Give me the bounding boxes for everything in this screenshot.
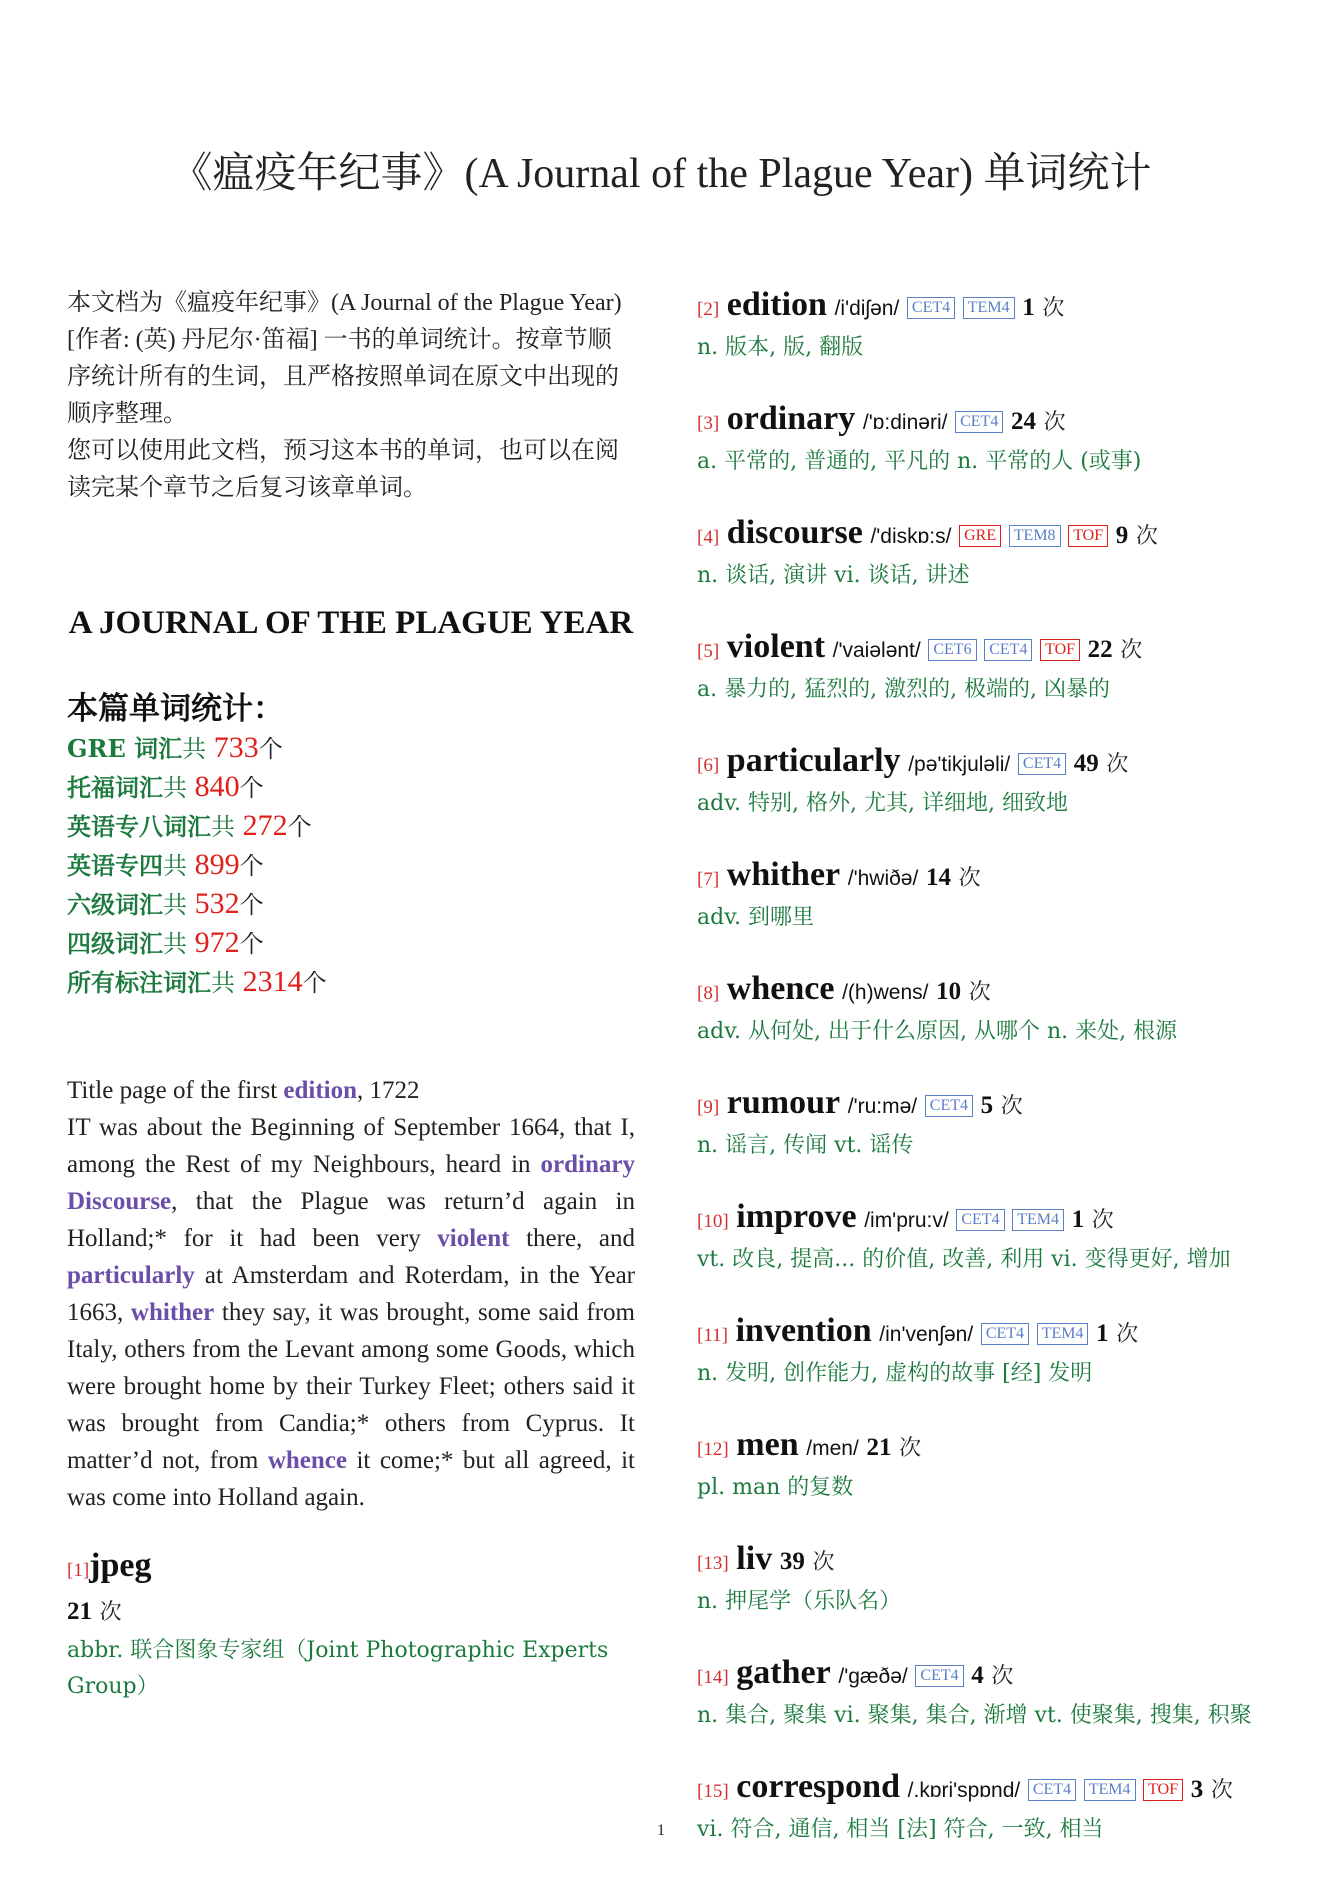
page-number: 1 — [657, 1822, 665, 1839]
passage: Title page of the first edition, 1722 IT was about the Beginning of September 1664, that I, among the Rest of my Neighbours, heard in ordinary Discourse, that the Plague was return’d again in Holland;* for it had been very violent there, and particularly at Amsterdam and Roterdam, in the Year 1663, whither they say, it was brought, some said from Italy, others from the Levant among some Goods, which were brought home by their Turkey Fleet; others said it was brought from Candia;* others from Cyprus. It matter’d not, from whence it come;* but all agreed, it was come into Holland again. — [67, 1077, 635, 1511]
exam-tag: CET6 — [928, 639, 976, 661]
vocab-entry-14: [14] gather /'gæðə/ CET4 4 次 n. 集合, 聚集 vi. 聚集, 集合, 渐增 vt. 使聚集, 搜集, 积聚 — [697, 1654, 1252, 1728]
stat-toefl: 托福词汇共 840个 — [67, 770, 264, 803]
vocab-entry-1: [1]jpeg 21 次 abbr. 联合图象专家组（Joint Photographic Experts Group） — [67, 1547, 609, 1699]
highlight-discourse: Discourse — [67, 1188, 172, 1215]
left-column — [67, 285, 635, 1738]
exam-tag: TEM4 — [1037, 1323, 1089, 1345]
vocab-entry-7: [7] whither /'hwiðə/ 14 次 adv. 到哪里 — [697, 856, 981, 930]
exam-tag: CET4 — [981, 1323, 1029, 1345]
vocab-entry-12: [12] men /men/ 21 次 pl. man 的复数 — [697, 1426, 922, 1500]
exam-tag: TOF — [1143, 1779, 1183, 1801]
vocab-entry-9: [9] rumour /'ru:mə/ CET4 5 次 n. 谣言, 传闻 vt. 谣传 — [697, 1084, 1023, 1158]
section-title: A JOURNAL OF THE PLAGUE YEAR — [68, 605, 634, 641]
exam-tag: GRE — [959, 525, 1001, 547]
exam-tag: TEM4 — [1012, 1209, 1064, 1231]
stat-cet6: 六级词汇共 532个 — [67, 887, 264, 920]
exam-tag: CET4 — [915, 1665, 963, 1687]
stat-all: 所有标注词汇共 2314个 — [67, 965, 327, 998]
right-column — [697, 285, 1277, 1881]
stat-tem8: 英语专八词汇共 272个 — [67, 809, 312, 842]
vocab-entry-6: [6] particularly /pə'tikjuləli/ CET4 49 次 adv. 特别, 格外, 尤其, 详细地, 细致地 — [697, 742, 1129, 816]
exam-tag: CET4 — [907, 297, 955, 319]
stats-list — [67, 729, 635, 1002]
vocab-entry-13: [13] liv 39 次 n. 押尾学（乐队名） — [697, 1540, 902, 1614]
intro-paragraph-1: 本文档为《瘟疫年纪事》(A Journal of the Plague Year)[作者: (英) 丹尼尔·笛福] 一书的单词统计。按章节顺序统计所有的生词，且严格按照单词在原文中出现的顺序整理。 — [67, 290, 622, 427]
stat-gre: GRE 词汇共 733个 — [67, 731, 283, 764]
vocab-entry-4: [4] discourse /'diskɒ:s/ GRE TEM8 TOF 9 次 n. 谈话, 演讲 vi. 谈话, 讲述 — [697, 514, 1158, 588]
exam-tag: TOF — [1040, 639, 1080, 661]
vocab-entry-5: [5] violent /'vaiələnt/ CET6 CET4 TOF 22 次 a. 暴力的, 猛烈的, 激烈的, 极端的, 凶暴的 — [697, 628, 1143, 702]
vocab-entry-10: [10] improve /im'pru:v/ CET4 TEM4 1 次 vt. 改良, 提高... 的价值, 改善, 利用 vi. 变得更好, 增加 — [697, 1198, 1231, 1272]
highlight-violent: violent — [437, 1225, 510, 1252]
exam-tag: CET4 — [1028, 1779, 1076, 1801]
highlight-particularly: particularly — [67, 1262, 195, 1289]
intro — [67, 285, 635, 507]
exam-tag: TOF — [1068, 525, 1108, 547]
exam-tag: TEM4 — [1084, 1779, 1136, 1801]
exam-tag: TEM4 — [963, 297, 1015, 319]
intro-paragraph-2: 您可以使用此文档，预习这本书的单词，也可以在阅读完某个章节之后复习该章单词。 — [67, 438, 619, 501]
highlight-whence: whence — [267, 1447, 347, 1474]
document-title: 《瘟疫年纪事》(A Journal of the Plague Year) 单词统计 — [170, 151, 1152, 197]
vocab-entry-8: [8] whence /(h)wens/ 10 次 adv. 从何处, 出于什么原因, 从哪个 n. 来处, 根源 — [697, 970, 1178, 1044]
exam-tag: CET4 — [955, 411, 1003, 433]
exam-tag: CET4 — [956, 1209, 1004, 1231]
vocab-entry-11: [11] invention /in'venʃən/ CET4 TEM4 1 次 n. 发明, 创作能力, 虚构的故事 [经] 发明 — [697, 1312, 1139, 1386]
stats-heading: 本篇单词统计： — [67, 691, 284, 727]
stat-tem4: 英语专四共 899个 — [67, 848, 264, 881]
highlight-whither: whither — [130, 1299, 215, 1326]
exam-tag: TEM8 — [1009, 525, 1061, 547]
exam-tag: CET4 — [1018, 753, 1066, 775]
vocab-entry-15: [15] correspond /.kɒri'spɒnd/ CET4 TEM4 TOF 3 次 vi. 符合, 通信, 相当 [法] 符合, 一致, 相当 — [697, 1768, 1233, 1842]
vocab-entry-3: [3] ordinary /'ɒ:dinəri/ CET4 24 次 a. 平常的, 普通的, 平凡的 n. 平常的人 (或事) — [697, 400, 1142, 474]
highlight-ordinary: ordinary — [540, 1151, 635, 1178]
exam-tag: CET4 — [984, 639, 1032, 661]
highlight-edition: edition — [283, 1077, 358, 1104]
stat-cet4: 四级词汇共 972个 — [67, 926, 264, 959]
vocab-entry-2: [2] edition /i'diʃən/ CET4 TEM4 1 次 n. 版本, 版, 翻版 — [697, 286, 1065, 360]
exam-tag: CET4 — [925, 1095, 973, 1117]
